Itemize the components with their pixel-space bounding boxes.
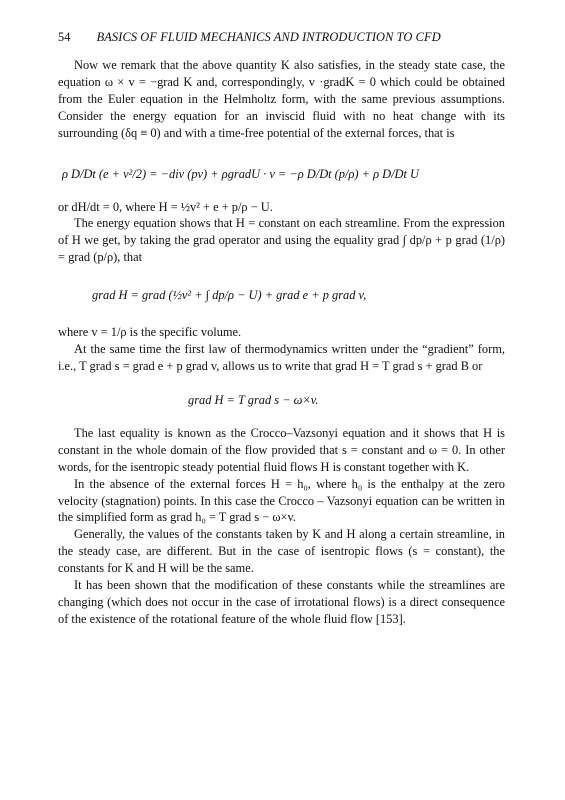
paragraph-2: or dH/dt = 0, where H = ½v² + e + p/ρ − U. — [58, 199, 273, 214]
paragraph-5: At the same time the first law of thermodynamics written under the “gradient” form, i.e., T grad s = grad e + p grad v, allows us to write that grad H = T grad s + grad B or — [58, 342, 505, 373]
paragraph-1: Now we remark that the above quantity K also satisfies, in the steady state case, the equation ω × v = −grad K and, correspondingly, v ·gradK = 0 which could be obtained from the Euler equation in the Helmholtz form, with the same previous assumptions. Consider the energy equation for an inviscid fluid with no heat change with its surrounding (δq ≡ 0) and with a time-free potential of the external forces, that is — [58, 58, 505, 140]
running-header — [58, 30, 505, 45]
paragraph-3: The energy equation shows that H = constant on each streamline. From the expression of H we get, by taking the grad operator and using the equality grad ∫ dp/ρ + p grad (1/ρ) = grad (p/ρ), that — [58, 216, 505, 265]
paragraph-8: Generally, the values of the constants taken by K and H along a certain streamline, in the steady case, are different. But in the case of isentropic flows (s = constant), the constants for K and H will be the same. — [58, 527, 505, 576]
running-title: BASICS OF FLUID MECHANICS AND INTRODUCTION TO CFD — [96, 30, 441, 44]
paragraph-7: In the absence of the external forces H = h₀, where h₀ is the enthalpy at the zero velocity (stagnation) points. In this case the Crocco – Vazsonyi equation can be written in the simplified form as grad h₀ = T grad s − ω×v. — [58, 476, 505, 525]
paragraph-4: where v = 1/ρ is the specific volume. — [58, 325, 242, 340]
equation-energy: ρ D/Dt (e + v²/2) = −div (pv) + ρgradU · v = −ρ D/Dt (p/ρ) + ρ D/Dt U — [62, 166, 419, 181]
paragraph-6: The last equality is known as the Crocco–Vazsonyi equation and it shows that H is constant in the whole domain of the flow provided that s = constant and ω = 0. In other words, for the isentropic steady potential fluid flows H is constant together with K. — [58, 425, 505, 474]
equation-grad-h: grad H = grad (½v² + ∫ dp/ρ − U) + grad e + p grad v, — [92, 288, 367, 303]
paragraph-9: It has been shown that the modification of these constants while the streamlines are changing (which does not occur in the case of irrotational flows) is a direct consequence of the existence of the rotational feature of the whole fluid flow [153]. — [58, 578, 505, 626]
page-number: 54 — [58, 30, 71, 44]
equation-crocco: grad H = T grad s − ω×v. — [188, 392, 319, 407]
